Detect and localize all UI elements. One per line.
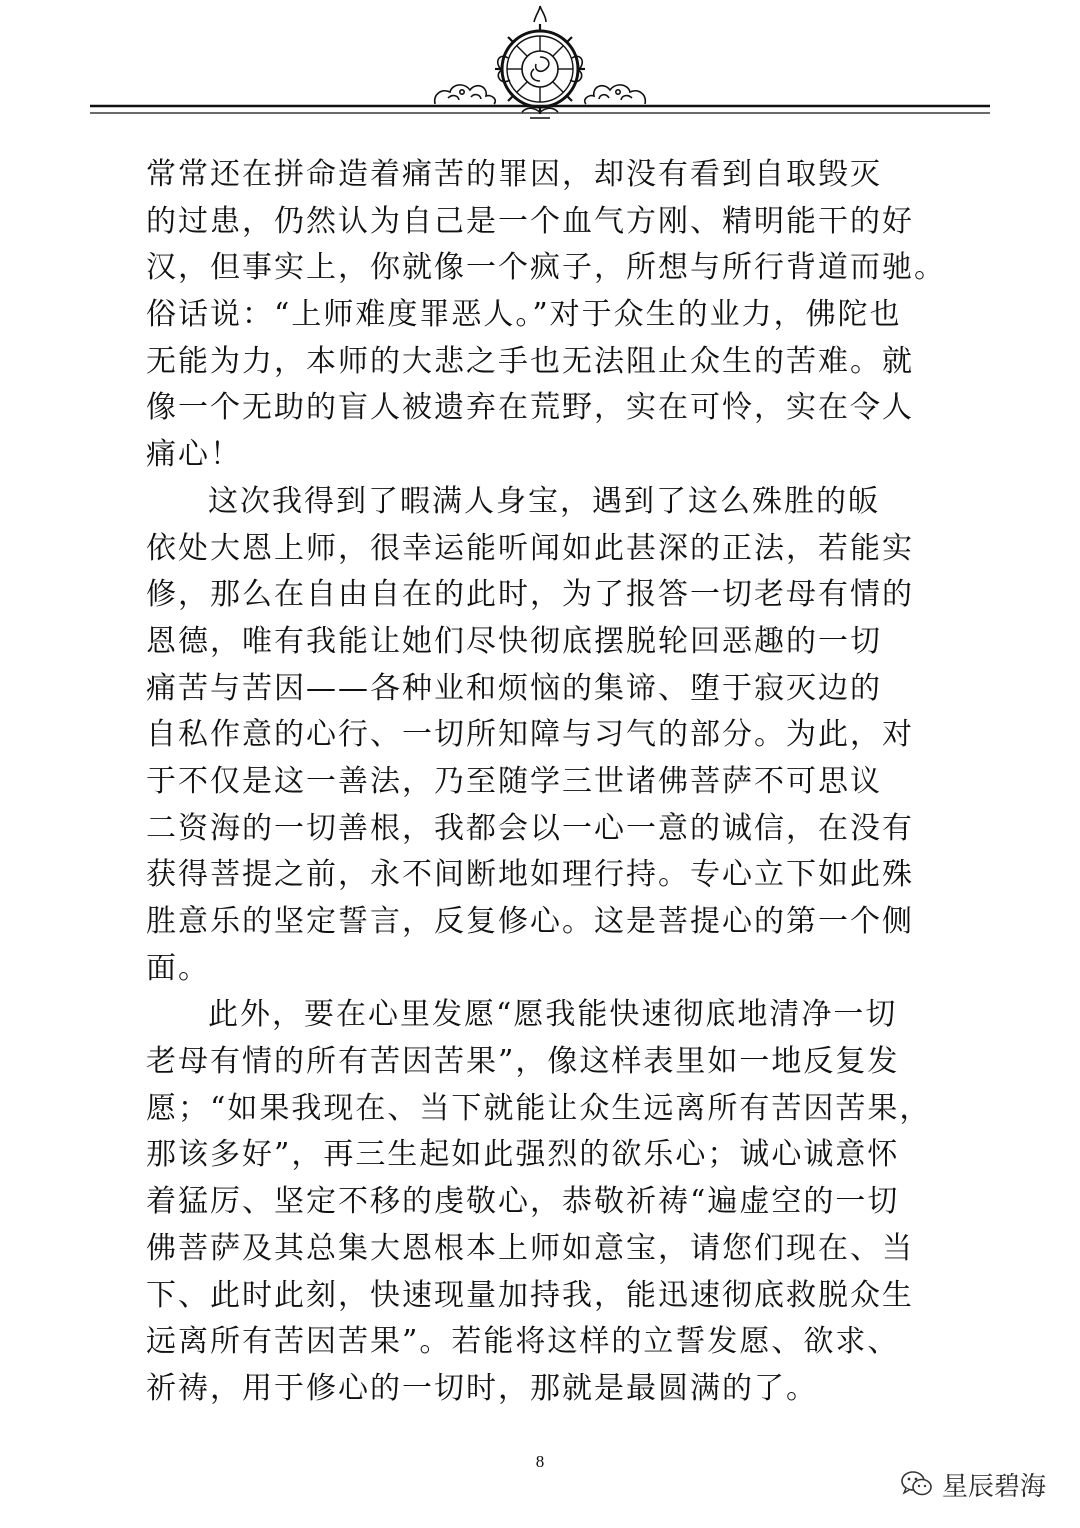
watermark	[900, 1464, 1046, 1504]
text-line: 获得菩提之前，永不间断地如理行持。专心立下如此殊	[146, 857, 914, 893]
text-line: 自私作意的心行、一切所知障与习气的部分。为此，对	[146, 717, 914, 753]
text-line: 像一个无助的盲人被遗弃在荒野，实在可怜，实在令人	[146, 390, 914, 426]
text-line: 此外，要在心里发愿“愿我能快速彻底地清净一切	[208, 997, 898, 1033]
wechat-logo-icon	[900, 1469, 934, 1499]
text-line: 俗话说：“上师难度罪恶人。”对于众生的业力，佛陀也	[146, 297, 902, 333]
text-line: 愿；“如果我现在、当下就能让众生远离所有苦因苦果，	[146, 1090, 932, 1126]
header-ornament	[90, 0, 990, 130]
page-header	[90, 0, 990, 130]
text-line: 汉，但事实上，你就像一个疯子，所想与所行背道而驰。	[146, 250, 946, 286]
text-line: 佛菩萨及其总集大恩根本上师如意宝，请您们现在、当	[146, 1230, 914, 1266]
body-text	[146, 152, 946, 1413]
text-line: 老母有情的所有苦因苦果”，像这样表里如一地反复发	[146, 1044, 900, 1080]
watermark-label: 星辰碧海	[942, 1471, 1047, 1502]
text-line: 于不仅是这一善法，乃至随学三世诸佛菩萨不可思议	[146, 763, 882, 799]
text-line: 的过患，仍然认为自己是一个血气方刚、精明能干的好	[146, 203, 914, 239]
text-line: 下、此时此刻，快速现量加持我，能迅速彻底救脱众生	[146, 1277, 914, 1313]
paragraph	[146, 152, 946, 479]
text-line: 无能为力，本师的大悲之手也无法阻止众生的苦难。就	[146, 343, 914, 379]
text-line: 这次我得到了暇满人身宝，遇到了这么殊胜的皈	[208, 483, 880, 519]
text-line: 二资海的一切善根，我都会以一心一意的诚信，在没有	[146, 810, 914, 846]
dharma-wheel-icon	[495, 6, 585, 118]
right-cloud-icon	[585, 85, 646, 104]
text-line: 恩德，唯有我能让她们尽快彻底摆脱轮回恶趣的一切	[146, 623, 882, 659]
text-line: 着猛厉、坚定不移的虔敬心，恭敬祈祷“遍虚空的一切	[146, 1184, 900, 1220]
text-line: 痛心！	[146, 437, 242, 473]
text-line: 修，那么在自由自在的此时，为了报答一切老母有情的	[146, 577, 914, 613]
text-line: 那该多好”，再三生起如此强烈的欲乐心；诚心诚意怀	[146, 1137, 900, 1173]
text-line: 面。	[146, 950, 210, 986]
text-line: 远离所有苦因苦果”。若能将这样的立誓发愿、欲求、	[146, 1324, 900, 1360]
left-cloud-icon	[435, 85, 496, 104]
page-number: 8	[535, 1452, 545, 1471]
paragraph	[146, 992, 946, 1412]
paragraph	[146, 479, 946, 993]
text-line: 依处大恩上师，很幸运能听闻如此甚深的正法，若能实	[146, 530, 914, 566]
text-line: 祈祷，用于修心的一切时，那就是最圆满的了。	[146, 1370, 818, 1406]
text-line: 胜意乐的坚定誓言，反复修心。这是菩提心的第一个侧	[146, 904, 914, 939]
text-line: 常常还在拼命造着痛苦的罪因，却没有看到自取毁灭	[146, 157, 882, 192]
text-line: 痛苦与苦因——各种业和烦恼的集谛、堕于寂灭边的	[146, 670, 882, 706]
